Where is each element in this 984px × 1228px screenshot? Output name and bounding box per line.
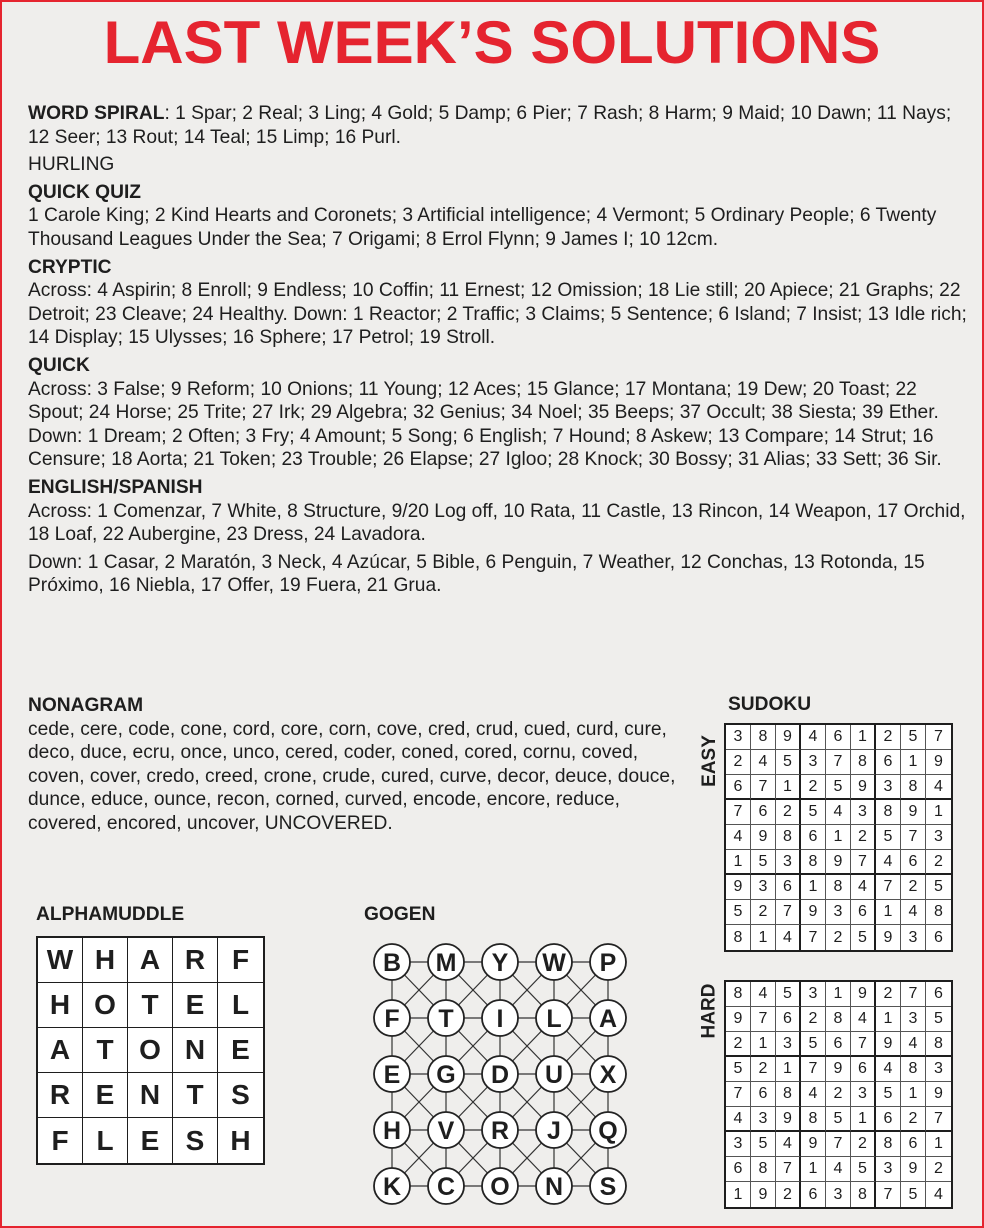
alphamuddle-cell: S	[173, 1118, 218, 1163]
gogen-node	[482, 1168, 518, 1204]
sudoku-cell: 8	[826, 875, 851, 900]
sudoku-cell: 8	[751, 1157, 776, 1182]
sudoku-cell: 4	[901, 1032, 926, 1057]
sudoku-cell: 6	[876, 1107, 901, 1132]
sudoku-cell: 3	[901, 1007, 926, 1032]
sudoku-cell: 6	[751, 800, 776, 825]
gogen-node	[428, 1056, 464, 1092]
sudoku-cell: 6	[901, 850, 926, 875]
gogen-letter: S	[599, 1173, 617, 1201]
gogen-letter: U	[544, 1061, 564, 1089]
sudoku-cell: 4	[934, 1185, 943, 1203]
sudoku-cell: 1	[851, 1107, 876, 1132]
gogen-letter: N	[544, 1173, 564, 1201]
alphamuddle-cell: O	[83, 983, 128, 1028]
sudoku-cell: 5	[901, 725, 926, 750]
sudoku-cell: 5	[926, 875, 951, 900]
sudoku-cell: 1	[826, 982, 851, 1007]
sudoku-cell: 8	[901, 775, 926, 800]
sudoku-cell: 8	[851, 1182, 876, 1207]
quick-text: Across: 3 False; 9 Reform; 10 Onions; 11 Young; 12 Aces; 15 Glance; 17 Montana; 19 Dew; 20 Toast; 22 Spout; 24 Horse; 25 Trite; 27 Irk; 29 Algebra; 32 Genius; 34 Noel; 35 Beeps; 37 Occult; 38 Siesta; 39 Ether. Down: 1 Dream; 2 Often; 3 Fry; 4 Amount; 5 Song; 6 English; 7 Hound; 8 Askew; 13 Compare; 14 Strut; 16 Censure; 18 Aorta; 21 Token; 23 Trouble; 26 Elapse; 27 Igloo; 28 Knock; 30 Bossy; 31 Alias; 33 Sett; 36 Sir.	[28, 378, 942, 471]
sudoku-cell: 9	[751, 1182, 776, 1207]
sudoku-cell: 7	[876, 1182, 901, 1207]
sudoku-cell: 2	[826, 1082, 851, 1107]
sudoku-cell: 2	[776, 1182, 801, 1207]
sudoku-cell: 2	[751, 1057, 776, 1082]
sudoku-cell: 3	[776, 1032, 801, 1057]
alphamuddle-cell: S	[218, 1073, 263, 1118]
sudoku-cell: 5	[776, 750, 801, 775]
sudoku-cell: 4	[751, 982, 776, 1007]
sudoku-cell: 8	[876, 1132, 901, 1157]
sudoku-cell: 1	[876, 900, 901, 925]
sudoku-cell: 3	[751, 875, 776, 900]
sudoku-cell: 4	[851, 875, 876, 900]
alphamuddle-cell: T	[128, 983, 173, 1028]
sudoku-cell: 4	[776, 1132, 801, 1157]
sudoku-cell: 5	[801, 1032, 826, 1057]
sudoku-easy-grid	[724, 723, 953, 952]
sudoku-cell: 3	[826, 1182, 851, 1207]
gogen-node	[482, 1056, 518, 1092]
sudoku-cell: 4	[751, 750, 776, 775]
quick-quiz-heading: QUICK QUIZ	[28, 181, 141, 203]
sudoku-cell: 5	[851, 1157, 876, 1182]
sudoku-cell: 6	[876, 750, 901, 775]
sudoku-cell: 1	[876, 1007, 901, 1032]
sudoku-cell: 7	[926, 1107, 951, 1132]
english-spanish-across: Across: 1 Comenzar, 7 White, 8 Structure, 9/20 Log off, 10 Rata, 11 Castle, 13 Rincon, 14 Weapon, 17 Orchid, 18 Loaf, 22 Aubergine, 23 Dress, 24 Lavadora.	[28, 500, 966, 546]
alphamuddle-cell: R	[173, 938, 218, 983]
sudoku-cell: 2	[726, 750, 751, 775]
sudoku-cell: 7	[826, 1132, 851, 1157]
sudoku-cell: 1	[901, 750, 926, 775]
sudoku-cell: 6	[801, 825, 826, 850]
gogen-letter: G	[436, 1061, 456, 1089]
sudoku-cell: 6	[901, 1132, 926, 1157]
sudoku-cell: 5	[726, 900, 751, 925]
sudoku-cell: 9	[826, 850, 851, 875]
sudoku-cell: 9	[801, 1132, 826, 1157]
word-spiral-text: : 1 Spar; 2 Real; 3 Ling; 4 Gold; 5 Damp; 6 Pier; 7 Rash; 8 Harm; 9 Maid; 10 Dawn; 11 Nays; 12 Seer; 13 Rout; 14 Teal; 15 Limp; 16 Purl.	[28, 103, 952, 148]
sudoku-cell: 7	[776, 1157, 801, 1182]
sudoku-cell: 2	[926, 1157, 951, 1182]
sudoku-cell: 7	[926, 725, 951, 750]
sudoku-cell: 1	[751, 1032, 776, 1057]
gogen-node	[428, 1168, 464, 1204]
sudoku-cell: 2	[801, 775, 826, 800]
sudoku-cell: 8	[801, 850, 826, 875]
sudoku-cell: 2	[851, 825, 876, 850]
sudoku-cell: 8	[801, 1107, 826, 1132]
gogen-node	[536, 1000, 572, 1036]
gogen-node	[374, 1112, 410, 1148]
sudoku-cell: 8	[776, 825, 801, 850]
sudoku-cell: 5	[876, 825, 901, 850]
sudoku-cell: 4	[851, 1007, 876, 1032]
sudoku-cell: 7	[901, 982, 926, 1007]
sudoku-cell: 1	[901, 1082, 926, 1107]
gogen-node	[374, 944, 410, 980]
sudoku-cell: 6	[726, 1157, 751, 1182]
sudoku-cell: 1	[826, 825, 851, 850]
sudoku-cell: 7	[726, 800, 751, 825]
gogen-node	[428, 1112, 464, 1148]
gogen-letter: R	[490, 1117, 510, 1145]
sudoku-cell: 6	[826, 1032, 851, 1057]
gogen-node	[590, 1000, 626, 1036]
sudoku-cell: 6	[826, 725, 851, 750]
sudoku-cell: 1	[776, 775, 801, 800]
sudoku-cell: 1	[776, 1057, 801, 1082]
sudoku-cell: 4	[876, 1057, 901, 1082]
sudoku-cell: 3	[776, 850, 801, 875]
sudoku-cell: 5	[801, 800, 826, 825]
sudoku-cell: 4	[776, 925, 801, 950]
gogen-letter: C	[436, 1173, 456, 1201]
alphamuddle-heading: ALPHAMUDDLE	[36, 904, 185, 925]
sudoku-cell: 1	[726, 850, 751, 875]
sudoku-cell: 7	[851, 850, 876, 875]
sudoku-cell: 6	[926, 982, 951, 1007]
gogen-letter: M	[435, 949, 457, 977]
quick-heading: QUICK	[28, 354, 90, 376]
sudoku-cell: 7	[751, 775, 776, 800]
gogen-node	[590, 944, 626, 980]
word-spiral-heading: WORD SPIRAL	[28, 103, 165, 124]
gogen-letter: D	[490, 1061, 510, 1089]
sudoku-cell: 1	[801, 1157, 826, 1182]
gogen-node	[482, 1112, 518, 1148]
sudoku-cell: 1	[851, 725, 876, 750]
sudoku-cell: 9	[851, 982, 876, 1007]
gogen-node	[590, 1112, 626, 1148]
sudoku-cell: 6	[851, 900, 876, 925]
sudoku-cell: 7	[801, 1057, 826, 1082]
sudoku-cell: 8	[851, 750, 876, 775]
nonagram-section	[28, 694, 678, 836]
sudoku-cell: 4	[801, 725, 826, 750]
sudoku-cell: 6	[751, 1082, 776, 1107]
sudoku-cell: 3	[826, 900, 851, 925]
gogen-letter: L	[546, 1005, 562, 1033]
sudoku-cell: 3	[851, 800, 876, 825]
sudoku-cell: 3	[926, 825, 951, 850]
word-spiral-answer: HURLING	[28, 154, 115, 176]
sudoku-cell: 9	[926, 1082, 951, 1107]
sudoku-cell: 3	[801, 982, 826, 1007]
english-spanish-heading: ENGLISH/SPANISH	[28, 476, 203, 498]
gogen-node	[428, 1000, 464, 1036]
cryptic-text: Across: 4 Aspirin; 8 Enroll; 9 Endless; 10 Coffin; 11 Ernest; 12 Omission; 18 Lie still; 20 Apiece; 21 Graphs; 22 Detroit; 23 Cleave; 24 Healthy. Down: 1 Reactor; 2 Traffic; 3 Claims; 5 Sentence; 6 Island; 7 Insist; 13 Idle rich; 14 Display; 15 Ulysses; 16 Sphere; 17 Petrol; 19 Stroll.	[28, 280, 967, 349]
gogen-letter: V	[437, 1117, 455, 1145]
sudoku-hard-label: HARD	[698, 983, 720, 1039]
gogen-node	[536, 1056, 572, 1092]
sudoku-cell: 9	[926, 750, 951, 775]
sudoku-cell: 5	[826, 1107, 851, 1132]
sudoku-cell: 8	[726, 982, 751, 1007]
sudoku-cell: 3	[926, 1057, 951, 1082]
sudoku-cell: 6	[851, 1057, 876, 1082]
sudoku-cell: 1	[801, 875, 826, 900]
gogen-letter: H	[382, 1117, 402, 1145]
sudoku-cell: 4	[801, 1082, 826, 1107]
sudoku-cell: 5	[726, 1057, 751, 1082]
sudoku-cell: 5	[851, 925, 876, 950]
sudoku-cell: 3	[901, 925, 926, 950]
sudoku-cell: 9	[851, 775, 876, 800]
sudoku-cell: 7	[826, 750, 851, 775]
alphamuddle-cell: L	[218, 983, 263, 1028]
alphamuddle-cell: O	[128, 1028, 173, 1073]
sudoku-cell: 3	[876, 775, 901, 800]
sudoku-cell: 7	[776, 900, 801, 925]
sudoku-cell: 3	[726, 725, 751, 750]
sudoku-cell: 7	[801, 925, 826, 950]
sudoku-cell: 5	[776, 982, 801, 1007]
gogen-letter: B	[382, 949, 402, 977]
gogen-node	[482, 944, 518, 980]
sudoku-cell: 8	[876, 800, 901, 825]
gogen-node	[482, 1000, 518, 1036]
sudoku-cell: 9	[726, 1007, 751, 1032]
sudoku-cell: 7	[751, 1007, 776, 1032]
sudoku-cell: 6	[726, 775, 751, 800]
sudoku-cell: 1	[926, 800, 951, 825]
gogen-letter: J	[547, 1117, 561, 1145]
gogen-grid	[368, 934, 632, 1224]
sudoku-cell: 2	[876, 725, 901, 750]
sudoku-cell: 7	[726, 1082, 751, 1107]
alphamuddle-cell: H	[83, 938, 128, 983]
sudoku-cell: 7	[901, 825, 926, 850]
alphamuddle-cell: T	[173, 1073, 218, 1118]
alphamuddle-cell: N	[173, 1028, 218, 1073]
alphamuddle-cell: F	[218, 938, 263, 983]
sudoku-cell: 1	[726, 1182, 751, 1207]
gogen-node	[590, 1056, 626, 1092]
sudoku-cell: 2	[726, 1032, 751, 1057]
sudoku-cell: 4	[826, 800, 851, 825]
gogen-letter: I	[496, 1005, 504, 1033]
sudoku-cell: 2	[776, 800, 801, 825]
sudoku-cell: 6	[776, 875, 801, 900]
alphamuddle-cell: H	[38, 983, 83, 1028]
gogen-letter: K	[382, 1173, 402, 1201]
alphamuddle-cell: L	[83, 1118, 128, 1163]
sudoku-cell: 9	[876, 1032, 901, 1057]
sudoku-cell: 3	[851, 1082, 876, 1107]
gogen-node	[374, 1168, 410, 1204]
sudoku-cell: 3	[876, 1157, 901, 1182]
sudoku-cell: 4	[726, 825, 751, 850]
sudoku-cell: 3	[801, 750, 826, 775]
sudoku-cell: 8	[926, 1032, 951, 1057]
alphamuddle-cell: E	[83, 1073, 128, 1118]
sudoku-cell: 1	[751, 925, 776, 950]
sudoku-cell: 9	[876, 925, 901, 950]
sudoku-cell: 8	[726, 925, 751, 950]
sudoku-cell: 9	[751, 825, 776, 850]
solutions-text	[28, 102, 968, 598]
sudoku-cell: 5	[751, 850, 776, 875]
gogen-node	[374, 1056, 410, 1092]
gogen-node	[374, 1000, 410, 1036]
sudoku-cell: 5	[926, 1007, 951, 1032]
sudoku-cell: 9	[726, 875, 751, 900]
sudoku-cell: 4	[726, 1107, 751, 1132]
gogen-node	[536, 1112, 572, 1148]
gogen-letter: X	[599, 1061, 617, 1089]
sudoku-cell: 9	[901, 800, 926, 825]
sudoku-cell: 2	[901, 1107, 926, 1132]
sudoku-cell: 2	[851, 1132, 876, 1157]
gogen-letter: E	[383, 1061, 401, 1089]
sudoku-cell: 9	[776, 725, 801, 750]
sudoku-cell: 5	[826, 775, 851, 800]
alphamuddle-cell: E	[173, 983, 218, 1028]
sudoku-cell: 6	[801, 1182, 826, 1207]
sudoku-cell: 1	[926, 1132, 951, 1157]
sudoku-heading: SUDOKU	[728, 694, 812, 715]
sudoku-cell: 9	[901, 1157, 926, 1182]
sudoku-cell: 9	[776, 1107, 801, 1132]
gogen-letter: W	[542, 949, 566, 977]
sudoku-cell: 2	[826, 925, 851, 950]
english-spanish-down: Down: 1 Casar, 2 Maratón, 3 Neck, 4 Azúcar, 5 Bible, 6 Penguin, 7 Weather, 12 Conchas, 13 Rotonda, 15 Próximo, 16 Niebla, 17 Offer, 19 Fuera, 21 Grua.	[28, 551, 925, 597]
sudoku-cell: 2	[801, 1007, 826, 1032]
gogen-letter: Q	[598, 1117, 618, 1145]
gogen-letter: T	[438, 1005, 454, 1033]
alphamuddle-cell: N	[128, 1073, 173, 1118]
sudoku-cell: 3	[751, 1107, 776, 1132]
alphamuddle-cell: A	[128, 938, 173, 983]
sudoku-cell: 5	[876, 1082, 901, 1107]
sudoku-cell: 2	[876, 982, 901, 1007]
alphamuddle-grid	[36, 936, 265, 1165]
gogen-letter: Y	[491, 949, 509, 977]
sudoku-cell: 8	[926, 900, 951, 925]
gogen-node	[536, 1168, 572, 1204]
gogen-node	[428, 944, 464, 980]
sudoku-cell: 8	[826, 1007, 851, 1032]
alphamuddle-cell: A	[38, 1028, 83, 1073]
sudoku-hard-grid	[724, 980, 953, 1209]
nonagram-heading: NONAGRAM	[28, 695, 144, 716]
sudoku-easy-label: EASY	[698, 735, 720, 787]
sudoku-cell: 6	[934, 928, 943, 946]
gogen-letter: O	[490, 1173, 510, 1201]
sudoku-cell: 9	[801, 900, 826, 925]
sudoku-cell: 4	[901, 900, 926, 925]
sudoku-cell: 5	[751, 1132, 776, 1157]
gogen-node	[590, 1168, 626, 1204]
sudoku-cell: 3	[726, 1132, 751, 1157]
sudoku-cell: 8	[901, 1057, 926, 1082]
sudoku-cell: 4	[926, 775, 951, 800]
nonagram-text: cede, cere, code, cone, cord, core, corn, cove, cred, crud, cued, curd, cure, deco, duce, ecru, once, unco, cered, coder, coned, cored, cornu, coved, coven, cover, credo, creed, crone, crude, cured, curve, decor, deuce, douce, dunce, educe, ounce, recon, corned, curved, encode, encore, reduce, covered, encored, uncover, UNCOVERED.	[28, 718, 676, 834]
sudoku-cell: 8	[776, 1082, 801, 1107]
alphamuddle-cell: H	[230, 1124, 251, 1156]
sudoku-cell: 6	[776, 1007, 801, 1032]
alphamuddle-cell: E	[128, 1118, 173, 1163]
sudoku-cell: 2	[926, 850, 951, 875]
alphamuddle-cell: R	[38, 1073, 83, 1118]
gogen-heading: GOGEN	[364, 904, 436, 925]
gogen-letter: P	[599, 949, 617, 977]
page-title: LAST WEEK’S SOLUTIONS	[103, 9, 881, 76]
cryptic-heading: CRYPTIC	[28, 256, 112, 278]
sudoku-cell: 8	[751, 725, 776, 750]
alphamuddle-cell: W	[38, 938, 83, 983]
sudoku-cell: 7	[851, 1032, 876, 1057]
gogen-letter: F	[384, 1005, 400, 1033]
sudoku-cell: 5	[901, 1182, 926, 1207]
gogen-node	[536, 944, 572, 980]
sudoku-cell: 4	[826, 1157, 851, 1182]
sudoku-cell: 7	[876, 875, 901, 900]
alphamuddle-cell: F	[38, 1118, 83, 1163]
gogen-letter: A	[598, 1005, 618, 1033]
sudoku-cell: 2	[751, 900, 776, 925]
alphamuddle-cell: E	[218, 1028, 263, 1073]
quick-quiz-text: 1 Carole King; 2 Kind Hearts and Coronets; 3 Artificial intelligence; 4 Vermont; 5 Ordinary People; 6 Twenty Thousand Leagues Under the Sea; 7 Origami; 8 Errol Flynn; 9 James I; 10 12cm.	[28, 205, 937, 250]
alphamuddle-cell: T	[83, 1028, 128, 1073]
word-spiral-solution	[28, 102, 968, 149]
sudoku-cell: 9	[826, 1057, 851, 1082]
sudoku-cell: 2	[901, 875, 926, 900]
sudoku-cell: 4	[876, 850, 901, 875]
